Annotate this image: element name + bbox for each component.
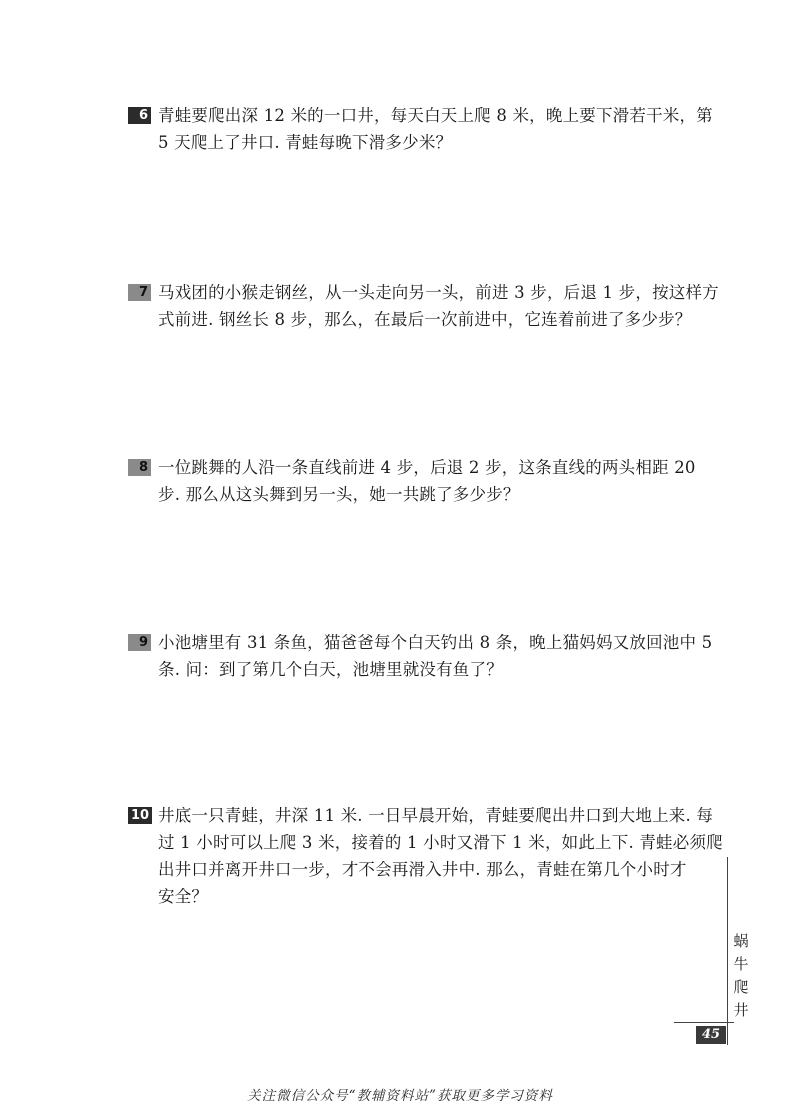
problem-text-line: 条. 问：到了第几个白天，池塘里就没有鱼了？: [158, 660, 503, 679]
chapter-title-char: 牛: [733, 955, 749, 973]
chapter-title-char: 井: [733, 1001, 749, 1019]
problem-number-badge: 6: [128, 107, 151, 124]
problem-text-line: 步. 那么从这头舞到另一头，她一共跳了多少步？: [158, 485, 520, 504]
footer-note: 关注微信公众号“教辅资料站”获取更多学习资料: [247, 1088, 553, 1104]
problem-number-badge: 8: [128, 459, 151, 476]
problem-number-badge: 7: [128, 284, 151, 301]
side-divider: [727, 857, 728, 1045]
problem-text-line: 式前进. 钢丝长 8 步，那么，在最后一次前进中，它连着前进了多少步？: [158, 310, 692, 329]
problem-text-line: 青蛙要爬出深 12 米的一口井，每天白天上爬 8 米，晚上要下滑若干米，第: [158, 106, 713, 125]
problem-text-line: 马戏团的小猴走钢丝，从一头走向另一头，前进 3 步，后退 1 步，按这样方: [158, 283, 719, 302]
problem-text-line: 安全？: [158, 887, 209, 906]
page-number: 45: [696, 1026, 726, 1044]
problem-text-line: 出井口并离开井口一步，才不会再滑入井中. 那么，青蛙在第几个小时才: [158, 860, 687, 879]
chapter-title-char: 蜗: [733, 932, 749, 950]
problem-text-line: 小池塘里有 31 条鱼，猫爸爸每个白天钓出 8 条，晚上猫妈妈又放回池中 5: [158, 633, 713, 652]
problem-text-line: 过 1 小时可以上爬 3 米，接着的 1 小时又滑下 1 米，如此上下. 青蛙必须爬: [158, 833, 723, 852]
problem-text-line: 一位跳舞的人沿一条直线前进 4 步，后退 2 步，这条直线的两头相距 20: [158, 458, 696, 477]
problem-number-badge: 9: [128, 634, 151, 651]
problem-text-line: 5 天爬上了井口. 青蛙每晚下滑多少米？: [158, 133, 453, 152]
problem-number-badge: 10: [128, 807, 152, 824]
page-number-rule: [674, 1022, 734, 1023]
chapter-title-char: 爬: [733, 978, 749, 996]
problem-text-line: 井底一只青蛙，井深 11 米. 一日早晨开始，青蛙要爬出井口到大地上来. 每: [158, 806, 714, 825]
chapter-title-vertical: [733, 930, 749, 1022]
